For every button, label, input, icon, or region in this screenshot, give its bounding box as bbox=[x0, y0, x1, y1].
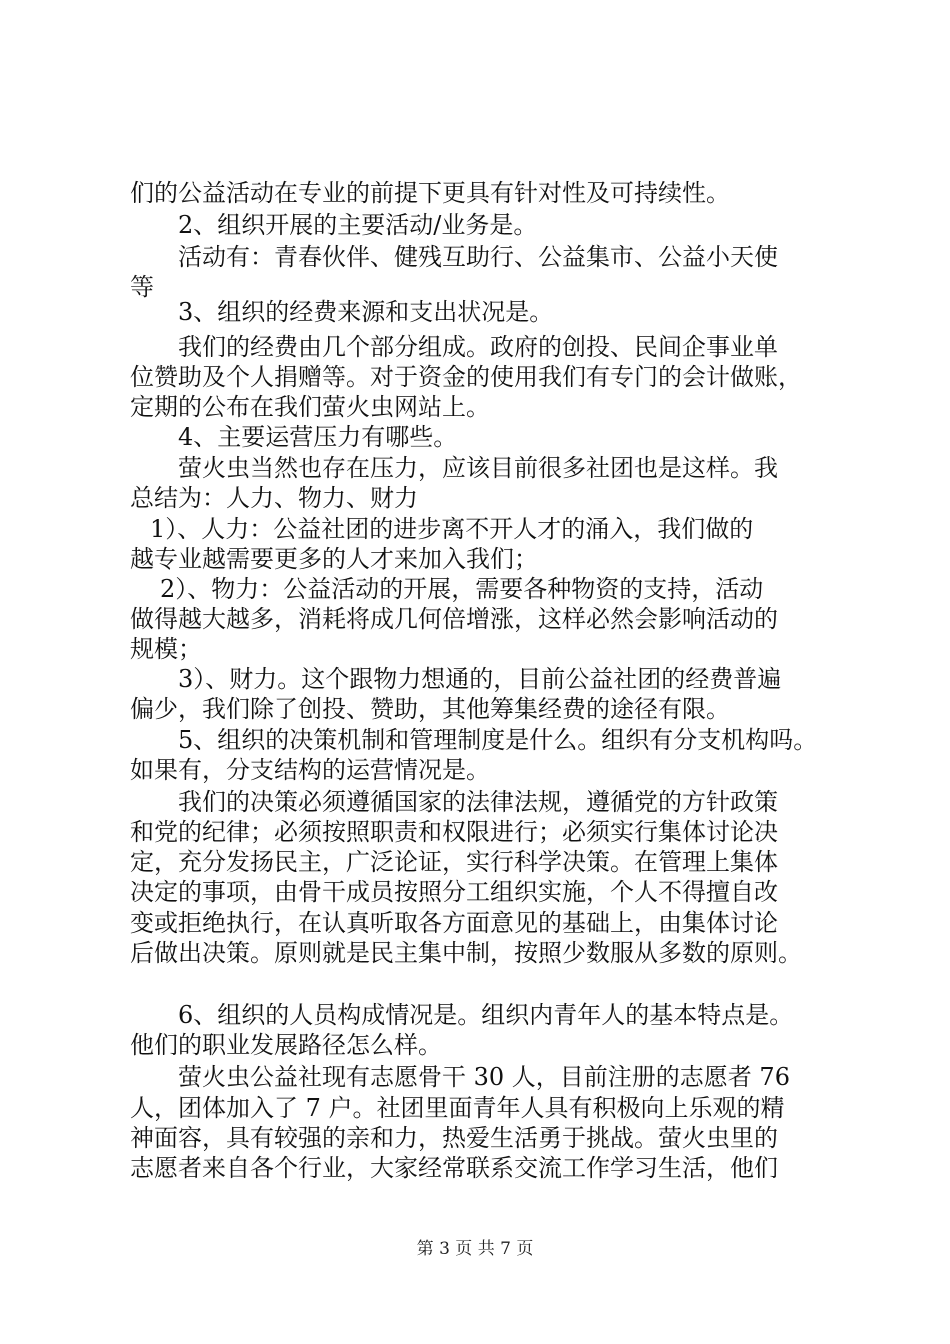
paragraph-line: 定期的公布在我们萤火虫网站上。 bbox=[130, 393, 490, 421]
list-item-line: 2）、物力：公益活动的开展，需要各种物资的支持，活动 bbox=[160, 575, 764, 603]
paragraph-line: 等 bbox=[130, 273, 154, 301]
paragraph-line: 他们的职业发展路径怎么样。 bbox=[130, 1031, 442, 1059]
section-heading-6: 6、组织的人员构成情况是。组织内青年人的基本特点是。 bbox=[178, 1001, 794, 1029]
section-heading-2: 2、组织开展的主要活动/业务是。 bbox=[178, 211, 538, 239]
paragraph-line: 们的公益活动在专业的前提下更具有针对性及可持续性。 bbox=[130, 179, 730, 207]
paragraph-line: 和党的纪律；必须按照职责和权限进行；必须实行集体讨论决 bbox=[130, 818, 778, 846]
paragraph-line: 变或拒绝执行，在认真听取各方面意见的基础上，由集体讨论 bbox=[130, 909, 778, 937]
paragraph-line: 神面容，具有较强的亲和力，热爱生活勇于挑战。萤火虫里的 bbox=[130, 1124, 778, 1152]
paragraph-line: 规模； bbox=[130, 635, 202, 663]
paragraph-line: 人，团体加入了 7 户。社团里面青年人具有积极向上乐观的精 bbox=[130, 1094, 785, 1122]
section-heading-4: 4、主要运营压力有哪些。 bbox=[178, 423, 458, 451]
paragraph-line: 萤火虫当然也存在压力，应该目前很多社团也是这样。我 bbox=[178, 454, 778, 482]
paragraph-line: 志愿者来自各个行业，大家经常联系交流工作学习生活，他们 bbox=[130, 1154, 778, 1182]
list-item-line: 1）、人力：公益社团的进步离不开人才的涌入，我们做的 bbox=[150, 515, 754, 543]
paragraph-line: 偏少，我们除了创投、赞助，其他筹集经费的途径有限。 bbox=[130, 695, 730, 723]
paragraph-line: 我们的经费由几个部分组成。政府的创投、民间企事业单 bbox=[178, 333, 778, 361]
paragraph-line: 活动有：青春伙伴、健残互助行、公益集市、公益小天使 bbox=[178, 243, 778, 271]
paragraph-line: 总结为：人力、物力、财力 bbox=[130, 484, 418, 512]
paragraph-line: 如果有，分支结构的运营情况是。 bbox=[130, 756, 490, 784]
section-heading-3: 3、组织的经费来源和支出状况是。 bbox=[178, 298, 554, 326]
section-heading-5: 5、组织的决策机制和管理制度是什么。组织有分支机构吗。 bbox=[178, 726, 818, 754]
paragraph-line: 位赞助及个人捐赠等。对于资金的使用我们有专门的会计做账， bbox=[130, 363, 802, 391]
paragraph-line: 决定的事项，由骨干成员按照分工组织实施，个人不得擅自改 bbox=[130, 878, 778, 906]
paragraph-line: 后做出决策。原则就是民主集中制，按照少数服从多数的原则。 bbox=[130, 939, 802, 967]
page-number-footer: 第 3 页 共 7 页 bbox=[416, 1239, 534, 1259]
paragraph-line: 我们的决策必须遵循国家的法律法规，遵循党的方针政策 bbox=[178, 788, 778, 816]
list-item-line: 3）、财力。这个跟物力想通的，目前公益社团的经费普遍 bbox=[178, 665, 782, 693]
paragraph-line: 萤火虫公益社现有志愿骨干 30 人，目前注册的志愿者 76 bbox=[178, 1063, 790, 1091]
paragraph-line: 定，充分发扬民主，广泛论证，实行科学决策。在管理上集体 bbox=[130, 848, 778, 876]
paragraph-line: 越专业越需要更多的人才来加入我们； bbox=[130, 545, 538, 573]
paragraph-line: 做得越大越多，消耗将成几何倍增涨，这样必然会影响活动的 bbox=[130, 605, 778, 633]
